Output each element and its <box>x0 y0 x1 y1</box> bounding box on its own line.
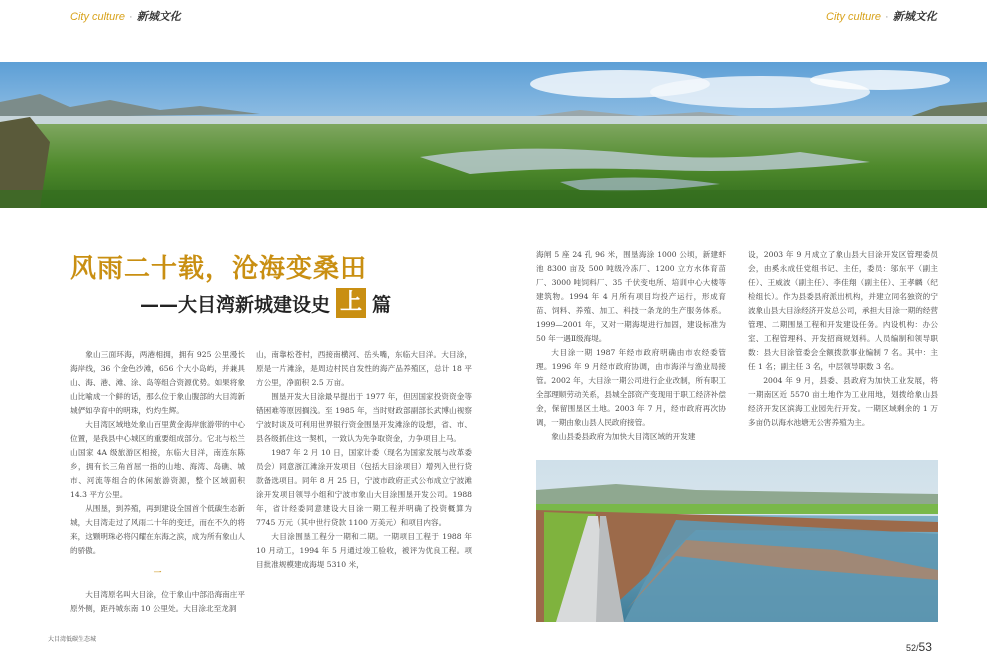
header-section-cn: 新城文化 <box>892 11 937 23</box>
paragraph: 海闸 5 座 24 孔 96 米，围垦海涂 1000 公顷，新建虾池 8300 亩及 500 吨级冷冻厂、1200 立方水体育苗厂、3000 吨饲料厂、35 千伏变电所、培训中心大楼等建筑物。1994 年 4 月所有项目均投产运行，形成育苗、饲料、养殖、加工、科技一条龙的生产服务体系。1999—2001 年，又对一期海堤进行加固，建设标准为 50 年一遇Ⅱ级海堤。 <box>536 250 726 343</box>
embankment-photo <box>536 460 938 622</box>
paragraph: 象山三面环海，两港相拥，拥有 925 公里漫长海岸线，36 个金色沙滩，656 个大小岛屿，并兼具山、海、港、滩、涂、岛等组合资源优势。如果将象山比喻成一个鲜的话，那么位于象山腹部的大目湾新城俨如孕育中的明珠，灼灼生辉。 <box>70 350 245 415</box>
paragraph: 从围垦，到养殖，再到建设全国首个低碳生态新城，大目湾走过了风雨二十年的变迁，而在不久的将来，这颗明珠必将闪耀在东海之滨，成为所有象山人的骄傲。 <box>70 504 245 555</box>
panorama-photo <box>0 62 987 208</box>
paragraph: 大目湾原名叫大目涂，位于象山中部沿海南庄平原外侧，距丹城东南 10 公里处。大目涂北至龙洞 <box>70 590 245 613</box>
subtitle-text: ——大目湾新城建设史 <box>140 293 331 316</box>
paragraph: 围垦开发大目涂最早提出于 1977 年，但因国家投资资金等错困难等原因搁浅。至 1985 年，当时财政部副部长武博山视察宁波时谈及可利用世界银行资金围垦开发滩涂的设想，省、市、县各级抓住这一契机，一致认为先争取资金，力争项目上马。 <box>256 392 472 443</box>
paragraph: 山，南靠松苍村，西接南横河、岳头嘴，东临大目洋。大目涂，原是一片滩涂，是周边村民自发性的海产品养殖区，总计 18 平方公里，净面积 2.5 万亩。 <box>256 350 472 387</box>
page-numbers <box>906 640 932 654</box>
subtitle-suffix: 篇 <box>372 293 392 316</box>
header-section-en: City culture <box>70 11 126 23</box>
paragraph: 大目湾区域地处象山百里黄金海岸旅游带的中心位置，是我县中心城区的重要组成部分。它北与松兰山国家 4A 级旅游区相接，东临大目洋，南连东陈乡，拥有长三角首屈一指的山地、海湾、岛礁、城市、河流等组合的休闲旅游资源，整个区域面积 14.3 平方公里。 <box>70 420 245 499</box>
article-title: 风雨二十载，沧海变桑田 <box>70 254 368 284</box>
header-section-cn: 新城文化 <box>136 11 181 23</box>
paragraph: 1987 年 2 月 10 日，国家计委（现名为国家发展与改革委员会）同意浙江滩涂开发项目（包括大目涂项目）增列入世行贷款备选项目。同年 8 月 25 日，宁波市政府正式公布成立宁波滩涂开发项目领导小组和宁波市象山大目涂围垦开发公司。1988 年，省计经委同意建设大目涂一期工程并明确了投资概算为 7745 万元（其中世行贷款 1100 万美元）和项目内容。 <box>256 448 472 527</box>
header-section-en: City culture <box>826 11 882 23</box>
paragraph: 2004 年 9 月，县委、县政府为加快工业发展，将一期南区近 5570 亩土地作为工业用地，划拨给象山县经济开发区滨海工业园先行开发。一期区域剩余的 1 万多亩仍以海水池塘无公害养殖为主。 <box>748 376 938 427</box>
paragraph: 大目涂围垦工程分一期和二期。一期项目工程于 1988 年 10 月动工，1994 年 5 月通过竣工验收，被评为优良工程。项目批准规模建成海堤 5310 米， <box>256 532 472 569</box>
page-number-separator: / <box>916 643 919 653</box>
article-subtitle <box>140 288 391 318</box>
running-header-left <box>70 8 181 24</box>
paragraph: 设，2003 年 9 月成立了象山县大目涂开发区管理委员会，由奚永成任党组书记、主任，委员：邬东平（副主任）、王威波（副主任）、李佳翔（副主任）、王孝麟（纪检组长）。作为县委县府派出机构，并建立同名独资的宁波象山县大目涂经济开发总公司，承担大目涂一期的经营管理、二期围垦工程和开发建设任务。内设机构：办公室、工程管理科、开发招商规划科。人员编制和领导职数：县大目涂管委会全额拨款事业编制 7 名。其中：主任 1 名；副主任 3 名，中层领导职数 3 名。 <box>748 250 938 371</box>
header-separator: · <box>885 11 889 23</box>
running-header-right <box>826 8 937 24</box>
text-column-3 <box>536 248 726 458</box>
part-marker-box: 上 <box>336 288 366 318</box>
page-number-left: 52 <box>906 643 917 653</box>
section-divider: 一 <box>153 568 162 577</box>
footer-publication-name: 大目湾低碳生态城 <box>48 637 97 643</box>
paragraph: 象山县委县政府为加快大目湾区域的开发建 <box>551 432 696 441</box>
page-number-right: 53 <box>918 640 932 654</box>
header-separator: · <box>129 11 133 23</box>
text-column-4 <box>748 248 938 458</box>
text-column-1 <box>70 348 245 630</box>
paragraph: 大目涂一期 1987 年经市政府明确由市农经委管理。1996 年 9 月经市政府协调，由市海洋与渔业局接管。2002 年，大目涂一期公司进行企业改制，所有职工全部理顺劳动关系，县城全部资产变现用于职工经济补偿金，保留围垦区土地。2003 年 7 月，经市政府再次协调，一期由象山县人民政府接管。 <box>536 348 726 427</box>
text-column-2 <box>256 348 472 630</box>
